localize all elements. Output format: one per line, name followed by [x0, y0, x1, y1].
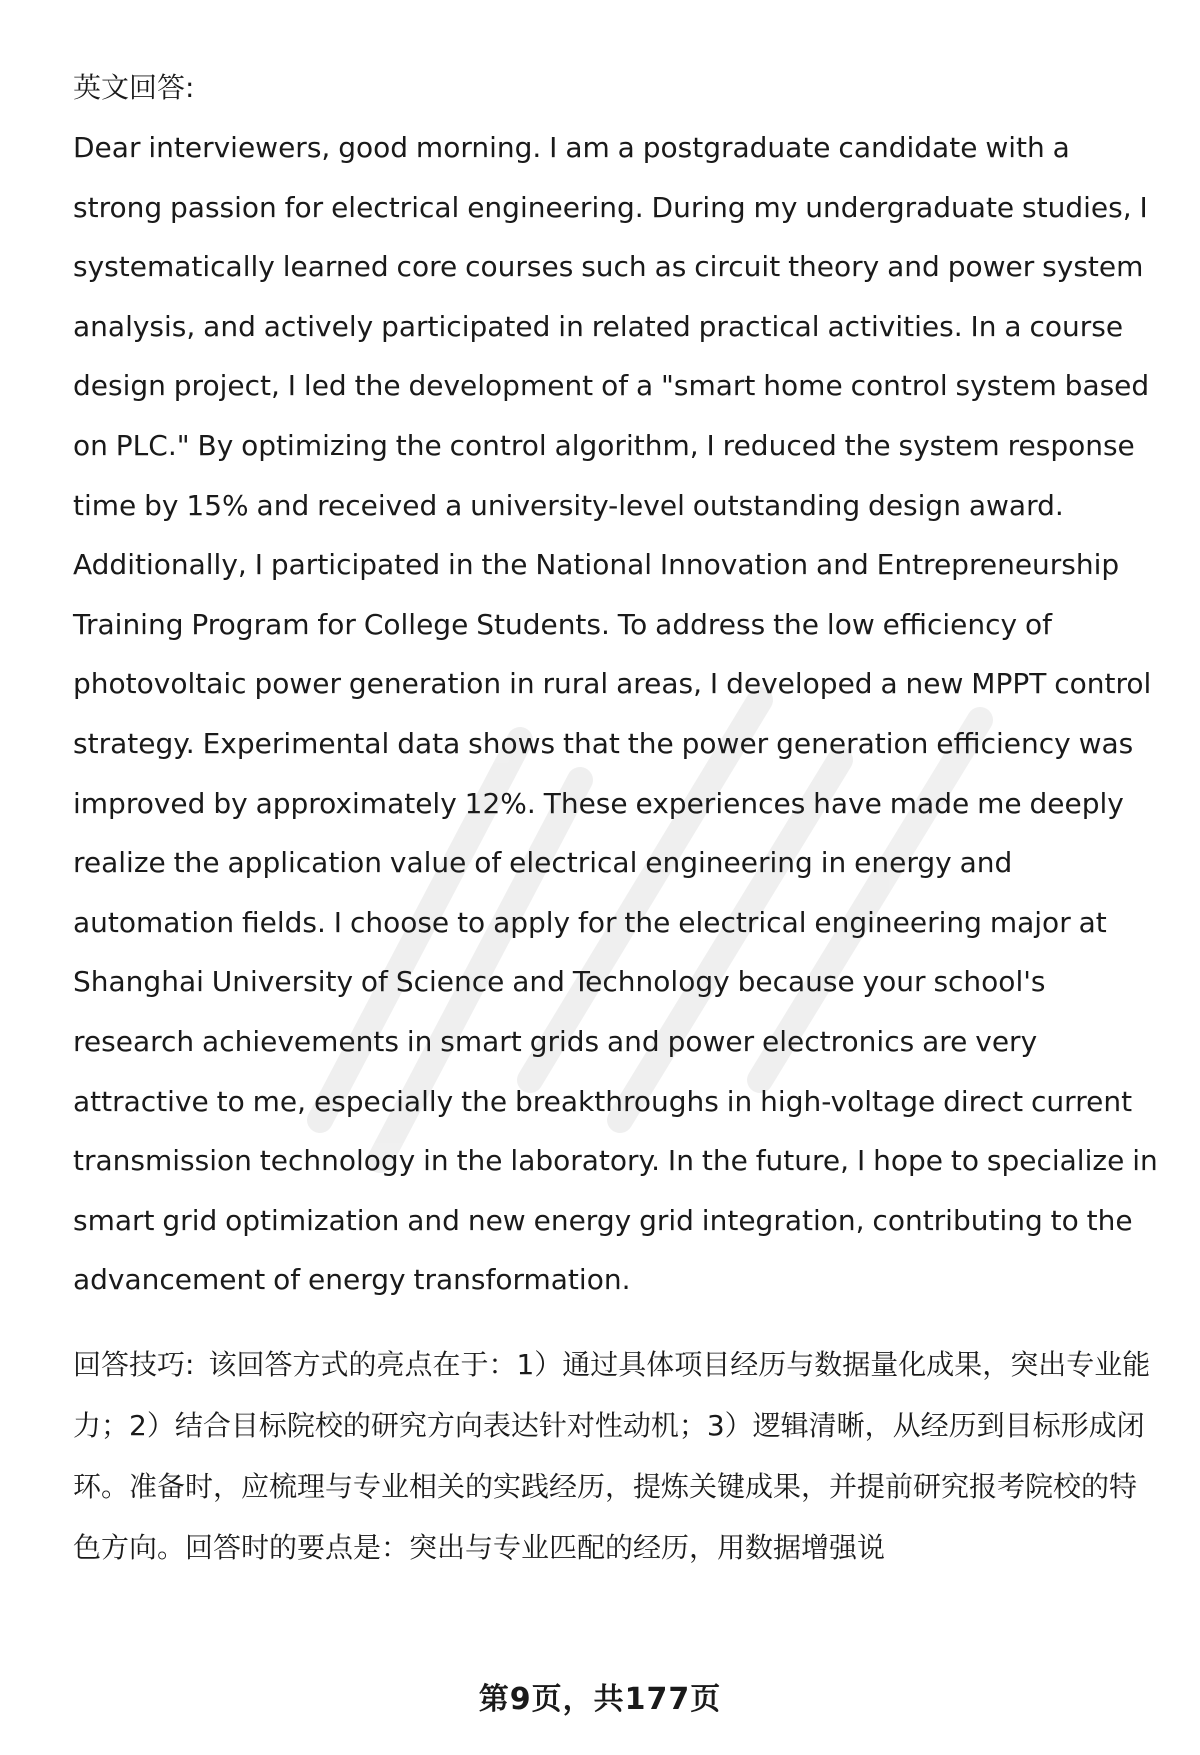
tips-text: 该回答方式的亮点在于：1）通过具体项目经历与数据量化成果，突出专业能力；2）结合目标院校的研究方向表达针对性动机；3）逻辑清晰，从经历到目标形成闭环。准备时，应梳理与专业相关的实践经历，提炼关键成果，并提前研究报考院校的特色方向。回答时的要点是：突出与专业匹配的经历，用数据增强说 — [73, 1347, 1151, 1564]
answer-paragraph: Dear interviewers, good morning. I am a postgraduate candidate with a strong passion for electrical engineering. During my undergraduate studies, I systematically learned core courses such as circuit theory and power system analysis, and actively participated in related practical activities. In a course design project, I led the development of a "smart home control system based on PLC." By optimizing the control algorithm, I reduced the system response time by 15% and received a university-level outstanding design award. Additionally, I participated in the National Innovation and Entrepreneurship Training Program for College Students. To address the low efficiency of photovoltaic power generation in rural areas, I developed a new MPPT control strategy. Experimental data shows that the power generation efficiency was improved by approximately 12%. These experiences have made me deeply realize the application value of electrical engineering in energy and automation fields. I choose to apply for the electrical engineering major at Shanghai University of Science and Technology because your school's research achievements in smart grids and power electronics are very attractive to me, especially the breakthroughs in high-voltage direct current transmission technology in the laboratory. In the future, I hope to specialize in smart grid optimization and new energy grid integration, contributing to the advancement of energy transformation. — [73, 131, 1158, 1297]
tips-paragraph — [73, 1334, 1163, 1578]
page-indicator: 第9页，共177页 — [478, 1682, 722, 1717]
tips-label: 回答技巧: — [73, 1347, 195, 1381]
answer-heading: 英文回答: — [73, 71, 195, 104]
document-page — [73, 58, 1163, 1578]
